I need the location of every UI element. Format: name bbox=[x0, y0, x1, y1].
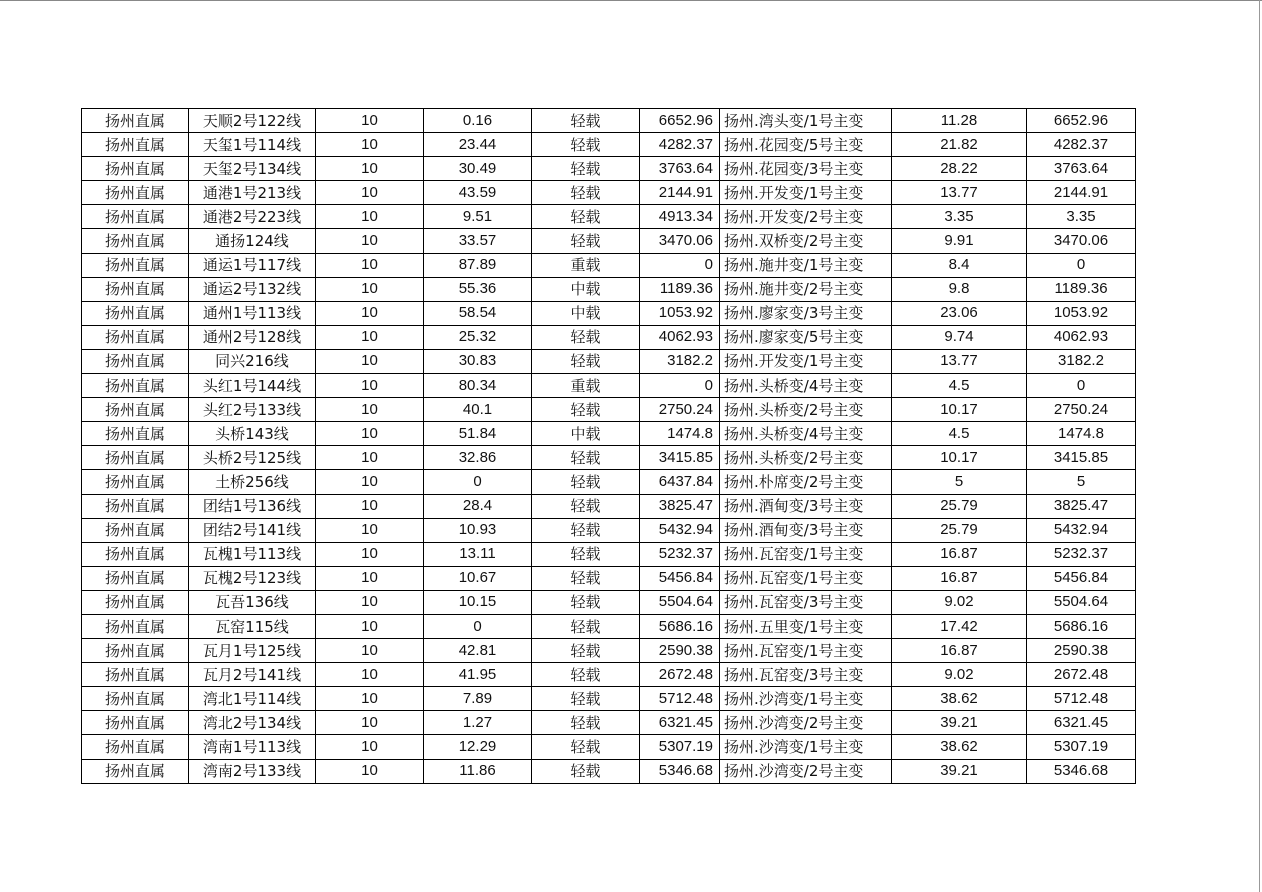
transformer-load-rate-cell: 10.17 bbox=[892, 446, 1027, 470]
transformer-load-rate-cell: 5 bbox=[892, 470, 1027, 494]
table-row bbox=[82, 470, 1136, 494]
load-status-cell: 轻载 bbox=[532, 711, 640, 735]
line-name-cell: 通港2号223线 bbox=[189, 205, 316, 229]
available-capacity-cell: 5232.37 bbox=[1027, 542, 1136, 566]
available-capacity-cell: 0 bbox=[1027, 374, 1136, 398]
spare-capacity-cell: 3415.85 bbox=[640, 446, 720, 470]
load-rate-cell: 10.67 bbox=[424, 566, 532, 590]
available-capacity-cell: 5686.16 bbox=[1027, 614, 1136, 638]
transformer-load-rate-cell: 16.87 bbox=[892, 542, 1027, 566]
load-rate-cell: 51.84 bbox=[424, 422, 532, 446]
voltage-cell: 10 bbox=[316, 205, 424, 229]
transformer-cell: 扬州.瓦窑变/1号主变 bbox=[720, 542, 892, 566]
load-status-cell: 轻载 bbox=[532, 542, 640, 566]
load-rate-cell: 32.86 bbox=[424, 446, 532, 470]
load-rate-cell: 1.27 bbox=[424, 711, 532, 735]
spare-capacity-cell: 5456.84 bbox=[640, 566, 720, 590]
spare-capacity-cell: 0 bbox=[640, 374, 720, 398]
voltage-cell: 10 bbox=[316, 687, 424, 711]
table-row bbox=[82, 253, 1136, 277]
line-name-cell: 瓦吾136线 bbox=[189, 590, 316, 614]
load-rate-cell: 10.93 bbox=[424, 518, 532, 542]
region-cell: 扬州直属 bbox=[82, 735, 189, 759]
region-cell: 扬州直属 bbox=[82, 109, 189, 133]
spare-capacity-cell: 5307.19 bbox=[640, 735, 720, 759]
transformer-cell: 扬州.施井变/1号主变 bbox=[720, 253, 892, 277]
voltage-cell: 10 bbox=[316, 542, 424, 566]
line-name-cell: 天玺1号114线 bbox=[189, 133, 316, 157]
region-cell: 扬州直属 bbox=[82, 325, 189, 349]
table-row bbox=[82, 398, 1136, 422]
transformer-cell: 扬州.花园变/3号主变 bbox=[720, 157, 892, 181]
region-cell: 扬州直属 bbox=[82, 253, 189, 277]
load-rate-cell: 13.11 bbox=[424, 542, 532, 566]
available-capacity-cell: 5346.68 bbox=[1027, 759, 1136, 783]
line-name-cell: 湾北1号114线 bbox=[189, 687, 316, 711]
load-rate-cell: 43.59 bbox=[424, 181, 532, 205]
table-row bbox=[82, 566, 1136, 590]
table-row bbox=[82, 590, 1136, 614]
load-rate-cell: 25.32 bbox=[424, 325, 532, 349]
spare-capacity-cell: 6652.96 bbox=[640, 109, 720, 133]
spare-capacity-cell: 1189.36 bbox=[640, 277, 720, 301]
voltage-cell: 10 bbox=[316, 301, 424, 325]
region-cell: 扬州直属 bbox=[82, 614, 189, 638]
line-name-cell: 通港1号213线 bbox=[189, 181, 316, 205]
available-capacity-cell: 4282.37 bbox=[1027, 133, 1136, 157]
feeder-load-table bbox=[81, 108, 1136, 784]
available-capacity-cell: 3.35 bbox=[1027, 205, 1136, 229]
load-status-cell: 轻载 bbox=[532, 181, 640, 205]
table-row bbox=[82, 349, 1136, 373]
load-rate-cell: 7.89 bbox=[424, 687, 532, 711]
spare-capacity-cell: 2672.48 bbox=[640, 663, 720, 687]
region-cell: 扬州直属 bbox=[82, 759, 189, 783]
spare-capacity-cell: 6321.45 bbox=[640, 711, 720, 735]
load-rate-cell: 40.1 bbox=[424, 398, 532, 422]
load-rate-cell: 30.83 bbox=[424, 349, 532, 373]
transformer-load-rate-cell: 9.91 bbox=[892, 229, 1027, 253]
available-capacity-cell: 2750.24 bbox=[1027, 398, 1136, 422]
line-name-cell: 土桥256线 bbox=[189, 470, 316, 494]
voltage-cell: 10 bbox=[316, 253, 424, 277]
table-row bbox=[82, 205, 1136, 229]
transformer-load-rate-cell: 16.87 bbox=[892, 566, 1027, 590]
spare-capacity-cell: 2590.38 bbox=[640, 639, 720, 663]
available-capacity-cell: 5432.94 bbox=[1027, 518, 1136, 542]
spare-capacity-cell: 5712.48 bbox=[640, 687, 720, 711]
transformer-cell: 扬州.双桥变/2号主变 bbox=[720, 229, 892, 253]
load-status-cell: 轻载 bbox=[532, 735, 640, 759]
available-capacity-cell: 4062.93 bbox=[1027, 325, 1136, 349]
available-capacity-cell: 1053.92 bbox=[1027, 301, 1136, 325]
transformer-cell: 扬州.头桥变/2号主变 bbox=[720, 398, 892, 422]
region-cell: 扬州直属 bbox=[82, 494, 189, 518]
table-row bbox=[82, 614, 1136, 638]
transformer-cell: 扬州.瓦窑变/1号主变 bbox=[720, 639, 892, 663]
table-body bbox=[82, 109, 1136, 784]
region-cell: 扬州直属 bbox=[82, 349, 189, 373]
table-row bbox=[82, 325, 1136, 349]
load-status-cell: 轻载 bbox=[532, 687, 640, 711]
table-row bbox=[82, 494, 1136, 518]
voltage-cell: 10 bbox=[316, 590, 424, 614]
spare-capacity-cell: 2750.24 bbox=[640, 398, 720, 422]
line-name-cell: 天顺2号122线 bbox=[189, 109, 316, 133]
table-row bbox=[82, 422, 1136, 446]
table-row bbox=[82, 301, 1136, 325]
transformer-load-rate-cell: 39.21 bbox=[892, 759, 1027, 783]
voltage-cell: 10 bbox=[316, 398, 424, 422]
transformer-load-rate-cell: 11.28 bbox=[892, 109, 1027, 133]
transformer-cell: 扬州.五里变/1号主变 bbox=[720, 614, 892, 638]
voltage-cell: 10 bbox=[316, 349, 424, 373]
load-status-cell: 轻载 bbox=[532, 398, 640, 422]
load-status-cell: 轻载 bbox=[532, 590, 640, 614]
load-rate-cell: 23.44 bbox=[424, 133, 532, 157]
table-row bbox=[82, 157, 1136, 181]
available-capacity-cell: 5 bbox=[1027, 470, 1136, 494]
transformer-load-rate-cell: 16.87 bbox=[892, 639, 1027, 663]
load-status-cell: 轻载 bbox=[532, 759, 640, 783]
transformer-load-rate-cell: 13.77 bbox=[892, 181, 1027, 205]
load-status-cell: 轻载 bbox=[532, 518, 640, 542]
table-row bbox=[82, 735, 1136, 759]
region-cell: 扬州直属 bbox=[82, 277, 189, 301]
load-rate-cell: 55.36 bbox=[424, 277, 532, 301]
region-cell: 扬州直属 bbox=[82, 470, 189, 494]
region-cell: 扬州直属 bbox=[82, 422, 189, 446]
table-row bbox=[82, 277, 1136, 301]
voltage-cell: 10 bbox=[316, 470, 424, 494]
line-name-cell: 瓦窑115线 bbox=[189, 614, 316, 638]
table-row bbox=[82, 446, 1136, 470]
transformer-cell: 扬州.湾头变/1号主变 bbox=[720, 109, 892, 133]
load-status-cell: 轻载 bbox=[532, 349, 640, 373]
available-capacity-cell: 0 bbox=[1027, 253, 1136, 277]
transformer-load-rate-cell: 3.35 bbox=[892, 205, 1027, 229]
line-name-cell: 通州1号113线 bbox=[189, 301, 316, 325]
load-status-cell: 轻载 bbox=[532, 109, 640, 133]
available-capacity-cell: 5504.64 bbox=[1027, 590, 1136, 614]
line-name-cell: 头红1号144线 bbox=[189, 374, 316, 398]
voltage-cell: 10 bbox=[316, 711, 424, 735]
transformer-cell: 扬州.施井变/2号主变 bbox=[720, 277, 892, 301]
transformer-load-rate-cell: 9.02 bbox=[892, 663, 1027, 687]
region-cell: 扬州直属 bbox=[82, 590, 189, 614]
table-row bbox=[82, 518, 1136, 542]
voltage-cell: 10 bbox=[316, 277, 424, 301]
voltage-cell: 10 bbox=[316, 133, 424, 157]
spare-capacity-cell: 5346.68 bbox=[640, 759, 720, 783]
transformer-load-rate-cell: 13.77 bbox=[892, 349, 1027, 373]
spare-capacity-cell: 5232.37 bbox=[640, 542, 720, 566]
transformer-load-rate-cell: 38.62 bbox=[892, 735, 1027, 759]
load-status-cell: 轻载 bbox=[532, 663, 640, 687]
spare-capacity-cell: 5686.16 bbox=[640, 614, 720, 638]
line-name-cell: 天玺2号134线 bbox=[189, 157, 316, 181]
transformer-load-rate-cell: 17.42 bbox=[892, 614, 1027, 638]
load-status-cell: 中载 bbox=[532, 301, 640, 325]
page-right-border bbox=[1259, 0, 1260, 892]
transformer-cell: 扬州.瓦窑变/1号主变 bbox=[720, 566, 892, 590]
load-rate-cell: 10.15 bbox=[424, 590, 532, 614]
region-cell: 扬州直属 bbox=[82, 518, 189, 542]
line-name-cell: 通州2号128线 bbox=[189, 325, 316, 349]
spare-capacity-cell: 4062.93 bbox=[640, 325, 720, 349]
voltage-cell: 10 bbox=[316, 422, 424, 446]
load-rate-cell: 0 bbox=[424, 614, 532, 638]
spare-capacity-cell: 3825.47 bbox=[640, 494, 720, 518]
spare-capacity-cell: 4282.37 bbox=[640, 133, 720, 157]
transformer-cell: 扬州.酒甸变/3号主变 bbox=[720, 518, 892, 542]
table-row bbox=[82, 687, 1136, 711]
load-status-cell: 重载 bbox=[532, 374, 640, 398]
region-cell: 扬州直属 bbox=[82, 374, 189, 398]
transformer-load-rate-cell: 10.17 bbox=[892, 398, 1027, 422]
transformer-cell: 扬州.开发变/1号主变 bbox=[720, 181, 892, 205]
transformer-cell: 扬州.沙湾变/2号主变 bbox=[720, 759, 892, 783]
transformer-cell: 扬州.沙湾变/1号主变 bbox=[720, 735, 892, 759]
load-status-cell: 轻载 bbox=[532, 205, 640, 229]
region-cell: 扬州直属 bbox=[82, 639, 189, 663]
voltage-cell: 10 bbox=[316, 566, 424, 590]
transformer-load-rate-cell: 38.62 bbox=[892, 687, 1027, 711]
transformer-load-rate-cell: 28.22 bbox=[892, 157, 1027, 181]
line-name-cell: 瓦月1号125线 bbox=[189, 639, 316, 663]
region-cell: 扬州直属 bbox=[82, 542, 189, 566]
available-capacity-cell: 5712.48 bbox=[1027, 687, 1136, 711]
line-name-cell: 瓦月2号141线 bbox=[189, 663, 316, 687]
spare-capacity-cell: 3470.06 bbox=[640, 229, 720, 253]
transformer-load-rate-cell: 25.79 bbox=[892, 518, 1027, 542]
region-cell: 扬州直属 bbox=[82, 663, 189, 687]
line-name-cell: 瓦槐1号113线 bbox=[189, 542, 316, 566]
load-rate-cell: 42.81 bbox=[424, 639, 532, 663]
voltage-cell: 10 bbox=[316, 446, 424, 470]
available-capacity-cell: 5456.84 bbox=[1027, 566, 1136, 590]
available-capacity-cell: 2590.38 bbox=[1027, 639, 1136, 663]
available-capacity-cell: 5307.19 bbox=[1027, 735, 1136, 759]
line-name-cell: 团结2号141线 bbox=[189, 518, 316, 542]
transformer-cell: 扬州.开发变/1号主变 bbox=[720, 349, 892, 373]
spare-capacity-cell: 2144.91 bbox=[640, 181, 720, 205]
load-rate-cell: 30.49 bbox=[424, 157, 532, 181]
region-cell: 扬州直属 bbox=[82, 157, 189, 181]
region-cell: 扬州直属 bbox=[82, 566, 189, 590]
line-name-cell: 团结1号136线 bbox=[189, 494, 316, 518]
voltage-cell: 10 bbox=[316, 181, 424, 205]
transformer-cell: 扬州.头桥变/2号主变 bbox=[720, 446, 892, 470]
load-status-cell: 轻载 bbox=[532, 325, 640, 349]
region-cell: 扬州直属 bbox=[82, 446, 189, 470]
line-name-cell: 头红2号133线 bbox=[189, 398, 316, 422]
transformer-load-rate-cell: 9.8 bbox=[892, 277, 1027, 301]
spare-capacity-cell: 1474.8 bbox=[640, 422, 720, 446]
load-rate-cell: 58.54 bbox=[424, 301, 532, 325]
available-capacity-cell: 2672.48 bbox=[1027, 663, 1136, 687]
transformer-load-rate-cell: 23.06 bbox=[892, 301, 1027, 325]
voltage-cell: 10 bbox=[316, 494, 424, 518]
region-cell: 扬州直属 bbox=[82, 398, 189, 422]
line-name-cell: 通扬124线 bbox=[189, 229, 316, 253]
spare-capacity-cell: 5504.64 bbox=[640, 590, 720, 614]
table-row bbox=[82, 663, 1136, 687]
transformer-cell: 扬州.沙湾变/2号主变 bbox=[720, 711, 892, 735]
line-name-cell: 头桥143线 bbox=[189, 422, 316, 446]
line-name-cell: 通运2号132线 bbox=[189, 277, 316, 301]
load-status-cell: 轻载 bbox=[532, 133, 640, 157]
load-status-cell: 重载 bbox=[532, 253, 640, 277]
load-rate-cell: 12.29 bbox=[424, 735, 532, 759]
transformer-load-rate-cell: 9.74 bbox=[892, 325, 1027, 349]
transformer-cell: 扬州.瓦窑变/3号主变 bbox=[720, 590, 892, 614]
table-row bbox=[82, 542, 1136, 566]
load-status-cell: 轻载 bbox=[532, 566, 640, 590]
table-row bbox=[82, 181, 1136, 205]
voltage-cell: 10 bbox=[316, 663, 424, 687]
voltage-cell: 10 bbox=[316, 109, 424, 133]
load-rate-cell: 41.95 bbox=[424, 663, 532, 687]
transformer-cell: 扬州.沙湾变/1号主变 bbox=[720, 687, 892, 711]
table-row bbox=[82, 374, 1136, 398]
region-cell: 扬州直属 bbox=[82, 205, 189, 229]
available-capacity-cell: 3763.64 bbox=[1027, 157, 1136, 181]
region-cell: 扬州直属 bbox=[82, 229, 189, 253]
transformer-cell: 扬州.酒甸变/3号主变 bbox=[720, 494, 892, 518]
voltage-cell: 10 bbox=[316, 614, 424, 638]
transformer-cell: 扬州.廖家变/5号主变 bbox=[720, 325, 892, 349]
spare-capacity-cell: 5432.94 bbox=[640, 518, 720, 542]
load-rate-cell: 0 bbox=[424, 470, 532, 494]
table-row bbox=[82, 711, 1136, 735]
transformer-cell: 扬州.开发变/2号主变 bbox=[720, 205, 892, 229]
spare-capacity-cell: 4913.34 bbox=[640, 205, 720, 229]
line-name-cell: 湾北2号134线 bbox=[189, 711, 316, 735]
line-name-cell: 湾南2号133线 bbox=[189, 759, 316, 783]
load-rate-cell: 9.51 bbox=[424, 205, 532, 229]
region-cell: 扬州直属 bbox=[82, 711, 189, 735]
load-rate-cell: 33.57 bbox=[424, 229, 532, 253]
load-rate-cell: 11.86 bbox=[424, 759, 532, 783]
table-row bbox=[82, 109, 1136, 133]
transformer-cell: 扬州.花园变/5号主变 bbox=[720, 133, 892, 157]
transformer-load-rate-cell: 21.82 bbox=[892, 133, 1027, 157]
available-capacity-cell: 6321.45 bbox=[1027, 711, 1136, 735]
load-status-cell: 轻载 bbox=[532, 446, 640, 470]
voltage-cell: 10 bbox=[316, 325, 424, 349]
load-rate-cell: 80.34 bbox=[424, 374, 532, 398]
available-capacity-cell: 3470.06 bbox=[1027, 229, 1136, 253]
voltage-cell: 10 bbox=[316, 374, 424, 398]
available-capacity-cell: 3825.47 bbox=[1027, 494, 1136, 518]
voltage-cell: 10 bbox=[316, 229, 424, 253]
page-top-border bbox=[0, 0, 1262, 1]
voltage-cell: 10 bbox=[316, 157, 424, 181]
available-capacity-cell: 3182.2 bbox=[1027, 349, 1136, 373]
transformer-load-rate-cell: 4.5 bbox=[892, 422, 1027, 446]
load-rate-cell: 87.89 bbox=[424, 253, 532, 277]
region-cell: 扬州直属 bbox=[82, 687, 189, 711]
load-status-cell: 轻载 bbox=[532, 614, 640, 638]
transformer-load-rate-cell: 25.79 bbox=[892, 494, 1027, 518]
spare-capacity-cell: 3182.2 bbox=[640, 349, 720, 373]
region-cell: 扬州直属 bbox=[82, 301, 189, 325]
line-name-cell: 通运1号117线 bbox=[189, 253, 316, 277]
spare-capacity-cell: 3763.64 bbox=[640, 157, 720, 181]
transformer-cell: 扬州.廖家变/3号主变 bbox=[720, 301, 892, 325]
table-row bbox=[82, 133, 1136, 157]
transformer-load-rate-cell: 8.4 bbox=[892, 253, 1027, 277]
transformer-load-rate-cell: 4.5 bbox=[892, 374, 1027, 398]
transformer-cell: 扬州.头桥变/4号主变 bbox=[720, 422, 892, 446]
voltage-cell: 10 bbox=[316, 518, 424, 542]
load-status-cell: 轻载 bbox=[532, 470, 640, 494]
voltage-cell: 10 bbox=[316, 735, 424, 759]
line-name-cell: 瓦槐2号123线 bbox=[189, 566, 316, 590]
line-name-cell: 同兴216线 bbox=[189, 349, 316, 373]
region-cell: 扬州直属 bbox=[82, 133, 189, 157]
transformer-cell: 扬州.瓦窑变/3号主变 bbox=[720, 663, 892, 687]
available-capacity-cell: 3415.85 bbox=[1027, 446, 1136, 470]
spare-capacity-cell: 0 bbox=[640, 253, 720, 277]
line-name-cell: 头桥2号125线 bbox=[189, 446, 316, 470]
table-row bbox=[82, 759, 1136, 783]
transformer-load-rate-cell: 39.21 bbox=[892, 711, 1027, 735]
available-capacity-cell: 1189.36 bbox=[1027, 277, 1136, 301]
transformer-cell: 扬州.朴席变/2号主变 bbox=[720, 470, 892, 494]
load-rate-cell: 0.16 bbox=[424, 109, 532, 133]
load-rate-cell: 28.4 bbox=[424, 494, 532, 518]
voltage-cell: 10 bbox=[316, 759, 424, 783]
region-cell: 扬州直属 bbox=[82, 181, 189, 205]
table-row bbox=[82, 229, 1136, 253]
load-status-cell: 中载 bbox=[532, 277, 640, 301]
available-capacity-cell: 6652.96 bbox=[1027, 109, 1136, 133]
voltage-cell: 10 bbox=[316, 639, 424, 663]
spare-capacity-cell: 6437.84 bbox=[640, 470, 720, 494]
transformer-load-rate-cell: 9.02 bbox=[892, 590, 1027, 614]
spare-capacity-cell: 1053.92 bbox=[640, 301, 720, 325]
line-name-cell: 湾南1号113线 bbox=[189, 735, 316, 759]
available-capacity-cell: 2144.91 bbox=[1027, 181, 1136, 205]
available-capacity-cell: 1474.8 bbox=[1027, 422, 1136, 446]
load-status-cell: 轻载 bbox=[532, 639, 640, 663]
transformer-cell: 扬州.头桥变/4号主变 bbox=[720, 374, 892, 398]
load-status-cell: 中载 bbox=[532, 422, 640, 446]
table-row bbox=[82, 639, 1136, 663]
load-status-cell: 轻载 bbox=[532, 157, 640, 181]
load-status-cell: 轻载 bbox=[532, 494, 640, 518]
load-status-cell: 轻载 bbox=[532, 229, 640, 253]
